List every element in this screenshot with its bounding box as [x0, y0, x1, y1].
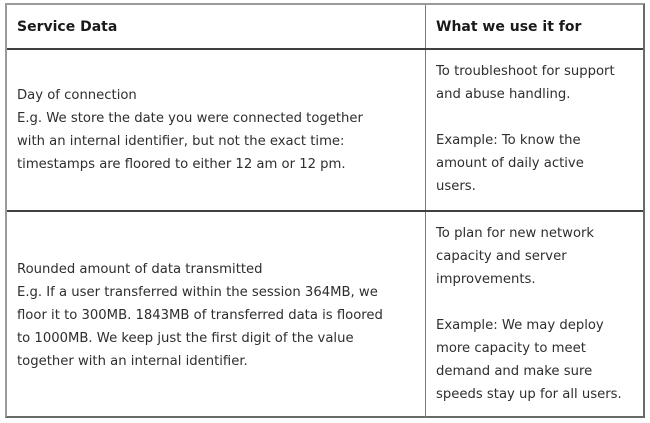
usage-cell	[426, 50, 643, 210]
usage-purpose-line: improvements.	[436, 272, 536, 287]
service-data-line: floor it to 300MB. 1843MB of transferred data is floored	[17, 307, 383, 323]
usage-purpose-line: To plan for new network	[436, 226, 595, 241]
table-row	[7, 50, 643, 212]
service-data-cell	[7, 212, 426, 418]
header-usage-label: What we use it for	[436, 18, 582, 35]
usage-cell	[426, 212, 643, 418]
header-service-data	[7, 5, 426, 48]
usage-example-line: amount of daily active	[436, 156, 584, 171]
usage-example-line: speeds stay up for all users.	[436, 387, 622, 402]
usage-example-line: Example: We may deploy	[436, 318, 604, 333]
paragraph-gap	[436, 106, 637, 129]
usage-purpose-line: To troubleshoot for support	[436, 64, 615, 79]
usage-example-line: demand and make sure	[436, 364, 593, 379]
service-data-title: Day of connection	[17, 88, 137, 103]
usage-purpose-line: capacity and server	[436, 249, 567, 264]
usage-example-line: Example: To know the	[436, 133, 581, 148]
service-data-title: Rounded amount of data transmitted	[17, 261, 263, 277]
table-row	[7, 212, 643, 418]
header-service-data-label: Service Data	[17, 18, 118, 35]
service-data-line: timestamps are floored to either 12 am or 12 pm.	[17, 157, 346, 172]
table-header-row	[7, 5, 643, 50]
service-data-line: E.g. If a user transferred within the session 364MB, we	[17, 284, 378, 300]
paragraph-gap	[436, 291, 637, 314]
service-data-line: to 1000MB. We keep just the first digit of the value	[17, 330, 354, 346]
usage-example-line: more capacity to meet	[436, 341, 586, 356]
service-data-cell	[7, 50, 426, 210]
service-data-table	[5, 3, 645, 418]
header-usage	[426, 5, 643, 48]
usage-purpose-line: and abuse handling.	[436, 87, 571, 102]
usage-example-line: users.	[436, 179, 476, 194]
service-data-line: together with an internal identifier.	[17, 353, 248, 369]
service-data-line: E.g. We store the date you were connected together	[17, 111, 363, 126]
service-data-line: with an internal identifier, but not the exact time:	[17, 134, 345, 149]
